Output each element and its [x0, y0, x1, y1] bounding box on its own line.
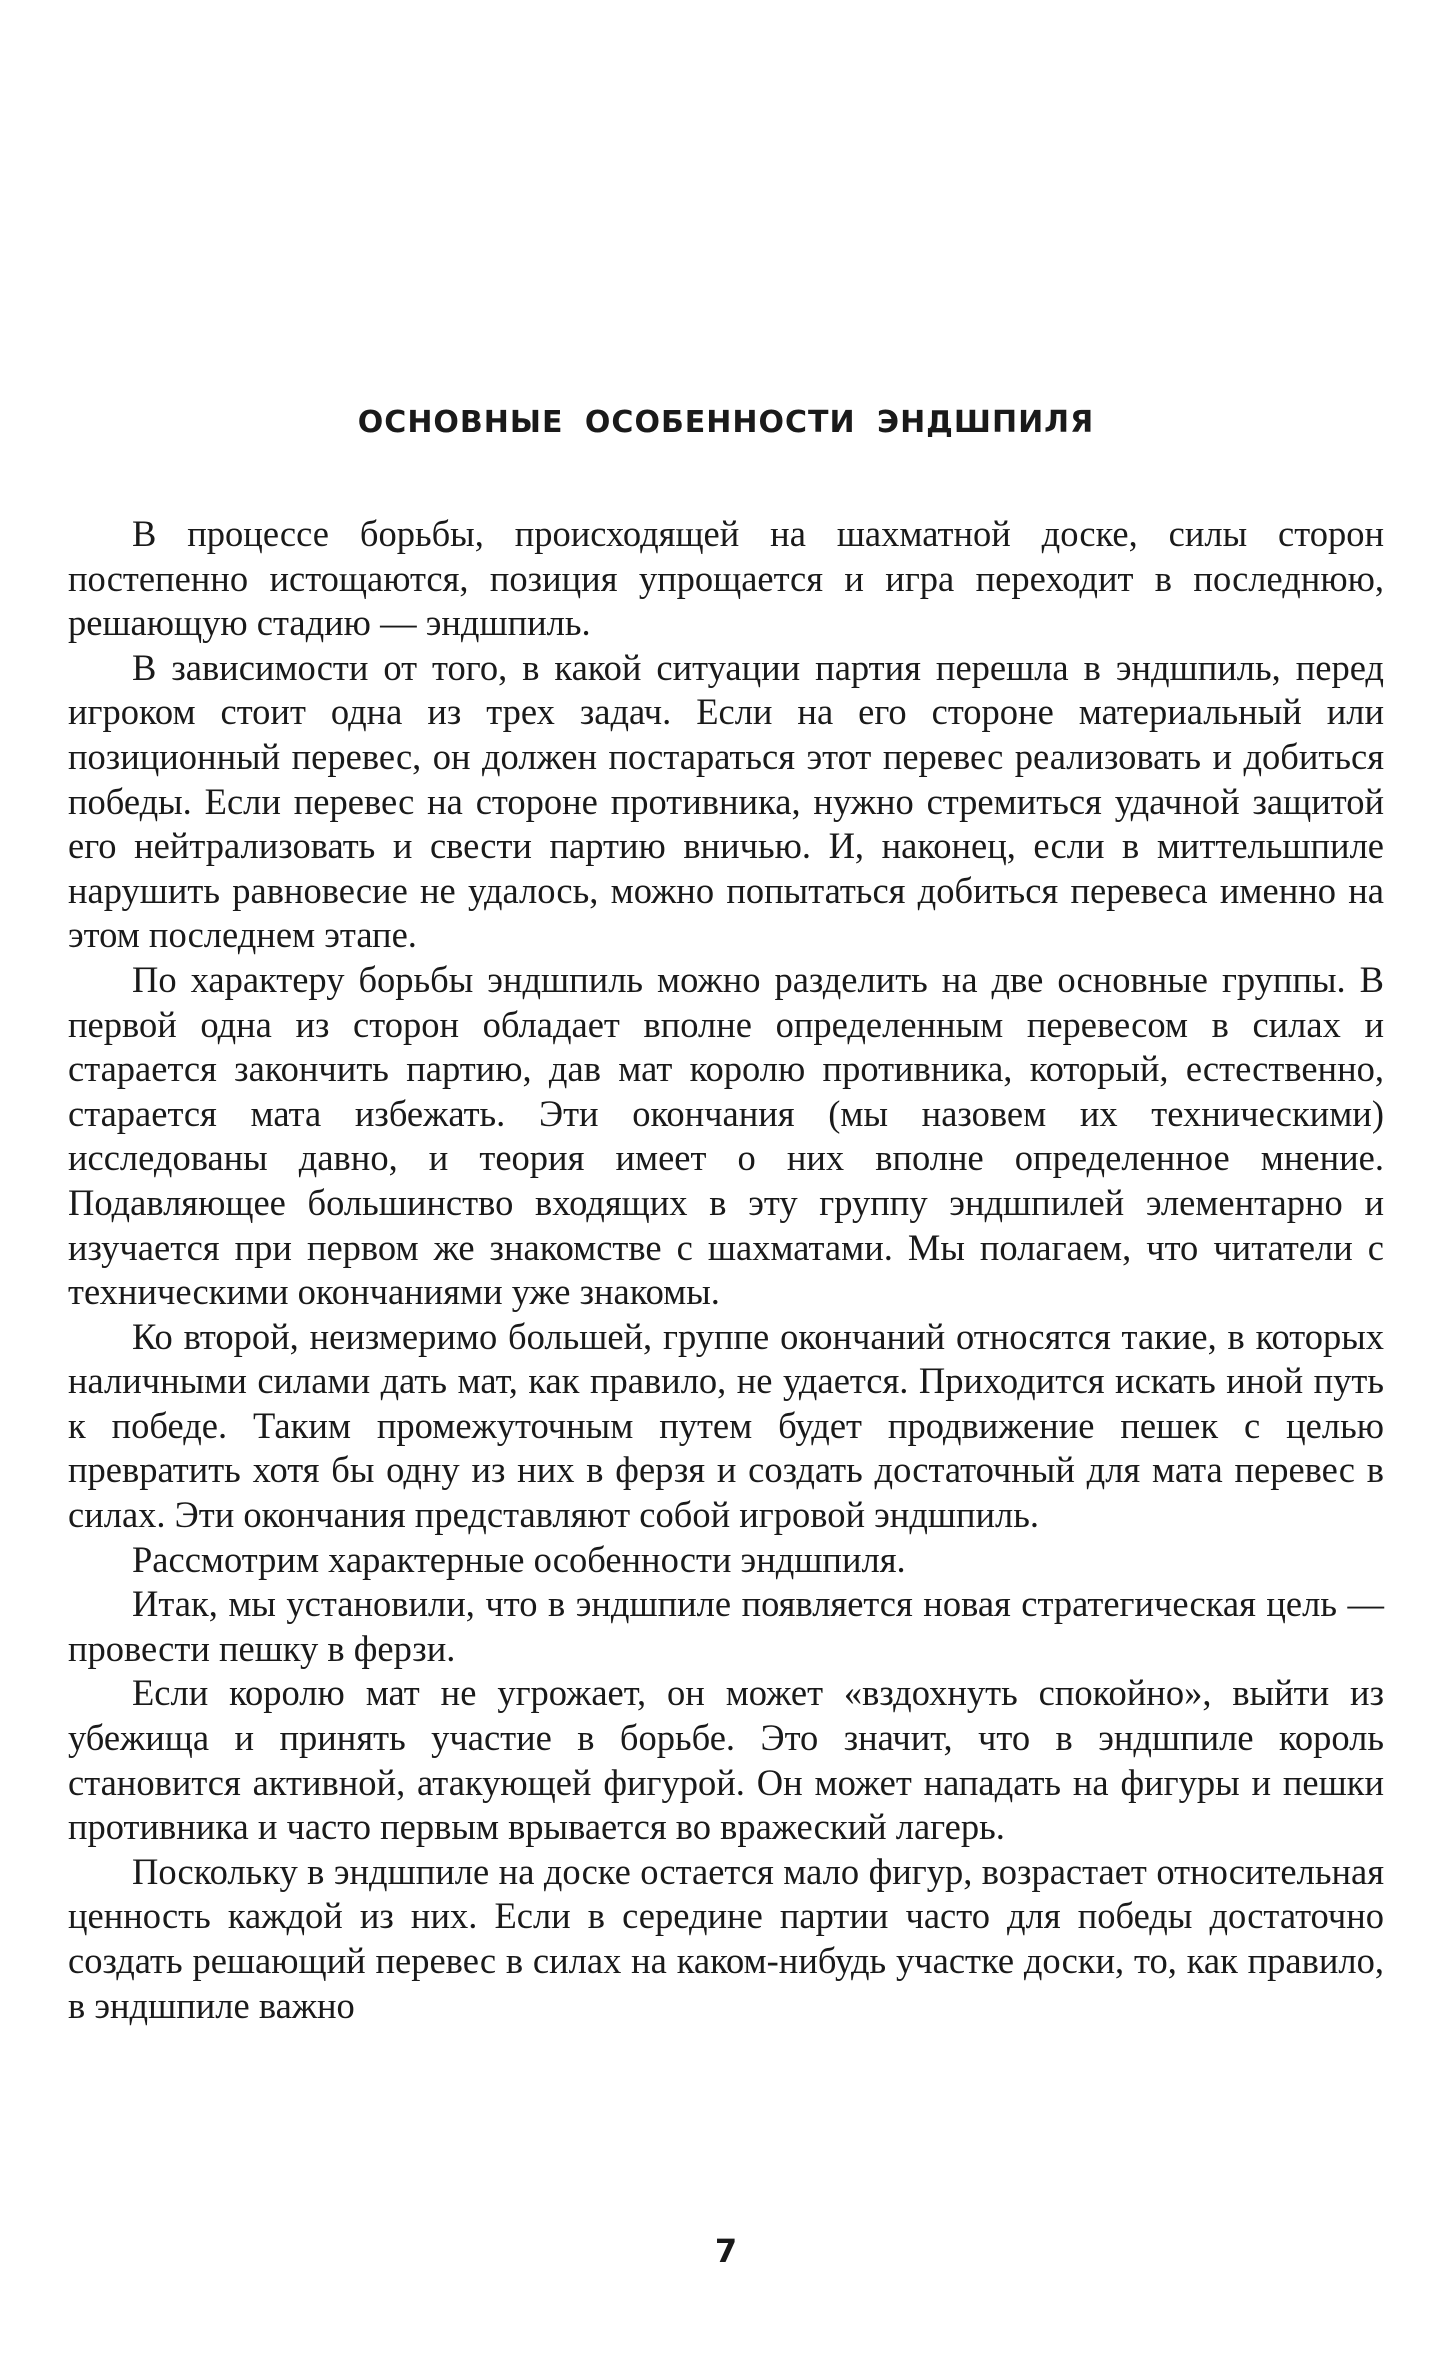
- page-number: 7: [714, 2232, 738, 2270]
- paragraph: По характеру борьбы эндшпиль можно разделить на две основные группы. В первой одна из сторон обладает вполне определенным перевесом в силах и старается закончить партию, дав мат королю противника, который, естественно, старается мата избежать. Эти окончания (мы назовем их техническими) исследованы давно, и теория имеет о них вполне определенное мнение. Подавляющее большинство входящих в эту группу эндшпилей элементарно и изучается при первом же знакомстве с шахматами. Мы полагаем, что читатели с техническими окончаниями уже знакомы.: [68, 958, 1384, 1313]
- paragraph: Поскольку в эндшпиле на доске остается мало фигур, возрастает относительная ценность каждой из них. Если в середине партии часто для победы достаточно создать решающий перевес в силах на каком-нибудь участке доски, то, как правило, в эндшпиле важно: [68, 1850, 1384, 2026]
- paragraph: Итак, мы установили, что в эндшпиле появляется новая стратегическая цель — провести пешку в ферзи.: [68, 1583, 1384, 1669]
- book-page: [68, 0, 1384, 2371]
- chapter-heading: ОСНОВНЫЕ ОСОБЕННОСТИ ЭНДШПИЛЯ: [357, 405, 1095, 440]
- paragraph: В зависимости от того, в какой ситуации партия перешла в эндшпиль, перед игроком стоит одна из трех задач. Если на его стороне материальный или позиционный перевес, он должен постараться этот перевес реализовать и добиться победы. Если перевес на стороне противника, нужно стремиться удачной защитой его нейтрализовать и свести партию вничью. И, наконец, если в миттельшпиле нарушить равновесие не удалось, можно попытаться добиться перевеса именно на этом последнем этапе.: [68, 646, 1384, 956]
- paragraph: Ко второй, неизмеримо большей, группе окончаний относятся такие, в которых наличными силами дать мат, как правило, не удается. Приходится искать иной путь к победе. Таким промежуточным путем будет продвижение пешек с целью превратить хотя бы одну из них в ферзя и создать достаточный для мата перевес в силах. Эти окончания представляют собой игровой эндшпиль.: [68, 1315, 1384, 1536]
- chapter-body: [68, 512, 1384, 2028]
- paragraph: Если королю мат не угрожает, он может «вздохнуть спокойно», выйти из убежища и принять участие в борьбе. Это значит, что в эндшпиле король становится активной, атакующей фигурой. Он может нападать на фигуры и пешки противника и часто первым врывается во вражеский лагерь.: [68, 1672, 1384, 1848]
- paragraph: Рассмотрим характерные особенности эндшпиля.: [132, 1538, 906, 1580]
- paragraph: В процессе борьбы, происходящей на шахматной доске, силы сторон постепенно истощаются, позиция упрощается и игра переходит в последнюю, решающую стадию — эндшпиль.: [68, 513, 1384, 644]
